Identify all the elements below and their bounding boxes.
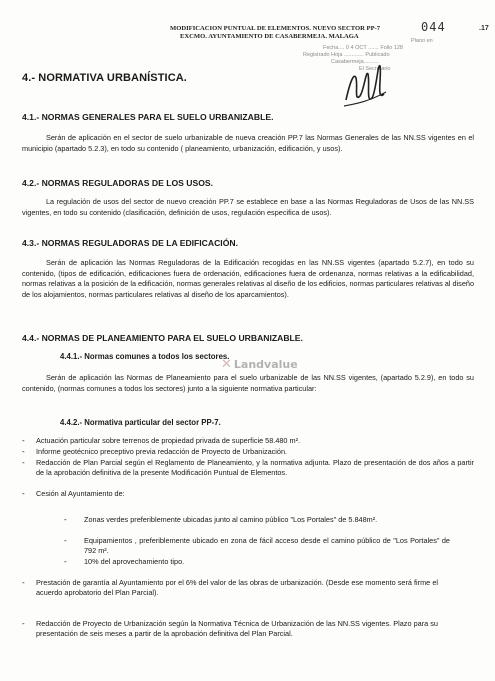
bullet-item: Informe geotécnico preceptivo previa redacción de Proyecto de Urbanización. <box>36 447 288 456</box>
heading-4-1: 4.1.- NORMAS GENERALES PARA EL SUELO URBANIZABLE. <box>22 112 274 122</box>
bullet-dash: - <box>22 578 25 587</box>
watermark-x-icon: ✕ <box>221 357 232 372</box>
stamp-line-3: Registrado Hoja ............. Publicado <box>303 52 390 58</box>
page-suffix: .17 <box>479 25 489 32</box>
bullet-dash: - <box>22 447 25 456</box>
stamp-line-1: Plano en <box>411 38 433 44</box>
bullet-item: Redacción de Proyecto de Urbanización según la Normativa Técnica de Urbanización de las NN.SS vigentes. Plazo para su presentación de seis meses a partir de la aprobación definitiva del Plan Parcial. <box>36 619 438 639</box>
bullet-item: Actuación particular sobre terrenos de propiedad privada de superficie 58.480 m². <box>36 436 301 445</box>
sub-bullet-item: Zonas verdes preferiblemente ubicadas junto al camino público "Los Portales" de 5.848m². <box>84 515 378 524</box>
page-number: 044 <box>421 20 446 34</box>
bullet-dash: - <box>22 489 25 498</box>
bullet-dash: - <box>22 619 25 628</box>
stamp-line-4: Casabermeja.......... <box>331 59 379 65</box>
bullet-item: Prestación de garantía al Ayuntamiento por el 6% del valor de las obras de urbanización. (Desde ese momento será firme el acuerdo aprobatorio del Plan Parcial). <box>36 578 438 598</box>
paragraph-4-1: Serán de aplicación en el sector de suelo urbanizable de nueva creación PP.7 las Normas Generales de las NN.SS vigentes en el municipio (apartado 5.2.3), en todo su contenido ( planeamiento, urbanización, edificación, y usos). <box>22 133 474 153</box>
header-line-2: EXCMO. AYUNTAMIENTO DE CASABERMEJA. MALAGA <box>180 33 359 40</box>
heading-4-4: 4.4.- NORMAS DE PLANEAMIENTO PARA EL SUELO URBANIZABLE. <box>22 333 303 343</box>
heading-4-4-2: 4.4.2.- Normativa particular del sector PP-7. <box>60 418 221 427</box>
heading-4-3: 4.3.- NORMAS REGULADORAS DE LA EDIFICACIÓN. <box>22 238 238 248</box>
bullet-dash: - <box>22 436 25 445</box>
sub-bullet-dash: - <box>64 515 67 524</box>
sub-bullet-dash: - <box>64 557 67 566</box>
bullet-item: Cesión al Ayuntamiento de: <box>36 489 125 498</box>
section-title: 4.- NORMATIVA URBANÍSTICA. <box>22 72 187 84</box>
landvalue-watermark: ✕ Landvalue <box>221 357 298 372</box>
bullet-dash: - <box>22 458 25 467</box>
handwritten-signature <box>340 52 390 114</box>
sub-bullet-item: Equipamientos , preferiblemente ubicado en zona de fácil acceso desde el camino público de "Los Portales" de 792 m². <box>84 536 450 556</box>
sub-bullet-dash: - <box>64 536 67 545</box>
paragraph-4-2: La regulación de usos del sector de nuevo creación PP.7 se establece en base a las Normas Reguladoras de Usos de las NN.SS vigentes, en todo su contenido (clasificación, definición de usos, regulación especifica de usos). <box>22 197 474 217</box>
stamp-line-2: Fecha.... 0 4 OCT ....... Folio 128 <box>323 45 403 51</box>
heading-4-4-1: 4.4.1.- Normas comunes a todos los sectores. <box>60 352 230 361</box>
heading-4-2: 4.2.- NORMAS REGULADORAS DE LOS USOS. <box>22 178 213 188</box>
paragraph-4-3: Serán de aplicación las Normas Reguladoras de la Edificación recogidas en las NN.SS vigentes (apartado 5.2.7), en todo su contenido, (tipos de edificación, edificaciones fuera de ordenación, edificaciones fuera de ordenanza, normas relativas a la edificabilidad, normas relativas a la posición de la edificación, normas generales relativas al diseño de los edificios, normas particulares relativas al diseño de los alojamientos, normas particulares relativas al diseño de los aparcamientos). <box>22 258 474 299</box>
bullet-item: Redacción de Plan Parcial según el Reglamento de Planeamiento, y la normativa adjunta. Plazo de presentación de dos años a partir de la aprobación definitiva de la presente Modificación Puntual de Elementos. <box>36 458 474 478</box>
header-line-1: MODIFICACION PUNTUAL DE ELEMENTOS. NUEVO SECTOR PP-7 <box>170 25 381 32</box>
paragraph-4-4-1: Serán de aplicación las Normas de Planeamiento para el suelo urbanizable de las NN.SS vigentes, (apartado 5.2.9), en todo su contenido, (normas comunes a todos los sectores) junto a la siguiente normativa particular: <box>22 373 474 393</box>
sub-bullet-item: 10% del aprovechamiento tipo. <box>84 557 185 566</box>
stamp-line-5: El Secretario <box>359 66 391 72</box>
